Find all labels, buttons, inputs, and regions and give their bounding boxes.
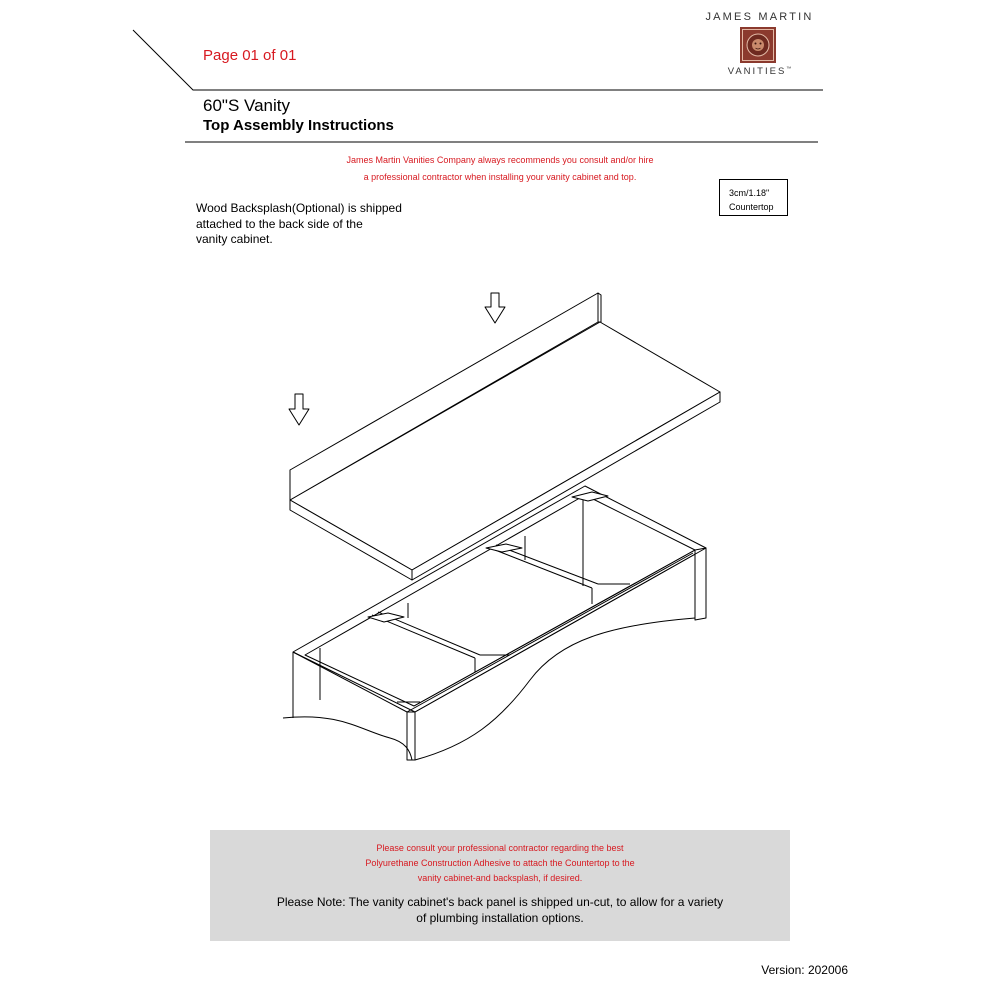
page-subtitle: Top Assembly Instructions [203, 117, 394, 134]
brand-name-top: JAMES MARTIN [705, 11, 814, 23]
disclaimer-line-2: a professional contractor when installing your vanity cabinet and top. [363, 172, 637, 182]
lion-logo-icon [740, 27, 776, 63]
version-label: Version: 202006 [761, 963, 848, 977]
brand-name-bottom-text: VANITIES [727, 66, 787, 78]
down-arrow-icon [289, 394, 309, 425]
page-number: Page 01 of 01 [203, 47, 297, 64]
assembly-diagram [283, 293, 720, 760]
backsplash-note-line: vanity cabinet. [196, 232, 273, 246]
down-arrow-icon [485, 293, 505, 323]
brand-name-bottom [697, 66, 822, 77]
disclaimer-line-1: James Martin Vanities Company always recommends you consult and/or hire [346, 155, 654, 165]
adhesive-note-line-2: Polyurethane Construction Adhesive to attach the Countertop to the [365, 858, 635, 868]
page-title: 60"S Vanity [203, 96, 290, 115]
countertop-spec-box [719, 179, 788, 216]
adhesive-note-line-1: Please consult your professional contractor regarding the best [376, 843, 624, 853]
back-panel-note-line-1: Please Note: The vanity cabinet's back panel is shipped un-cut, to allow for a variety [276, 895, 724, 909]
trademark-mark: ™ [786, 66, 792, 72]
countertop-label: Countertop [729, 202, 774, 212]
adhesive-note-line-3: vanity cabinet-and backsplash, if desired. [417, 873, 583, 883]
backsplash-note-line: Wood Backsplash(Optional) is shipped [196, 201, 402, 215]
back-panel-note-line-2: of plumbing installation options. [416, 911, 584, 925]
backsplash-note-line: attached to the back side of the [196, 216, 363, 231]
countertop-thickness: 3cm/1.18" [729, 188, 770, 198]
backsplash-note [196, 201, 426, 248]
